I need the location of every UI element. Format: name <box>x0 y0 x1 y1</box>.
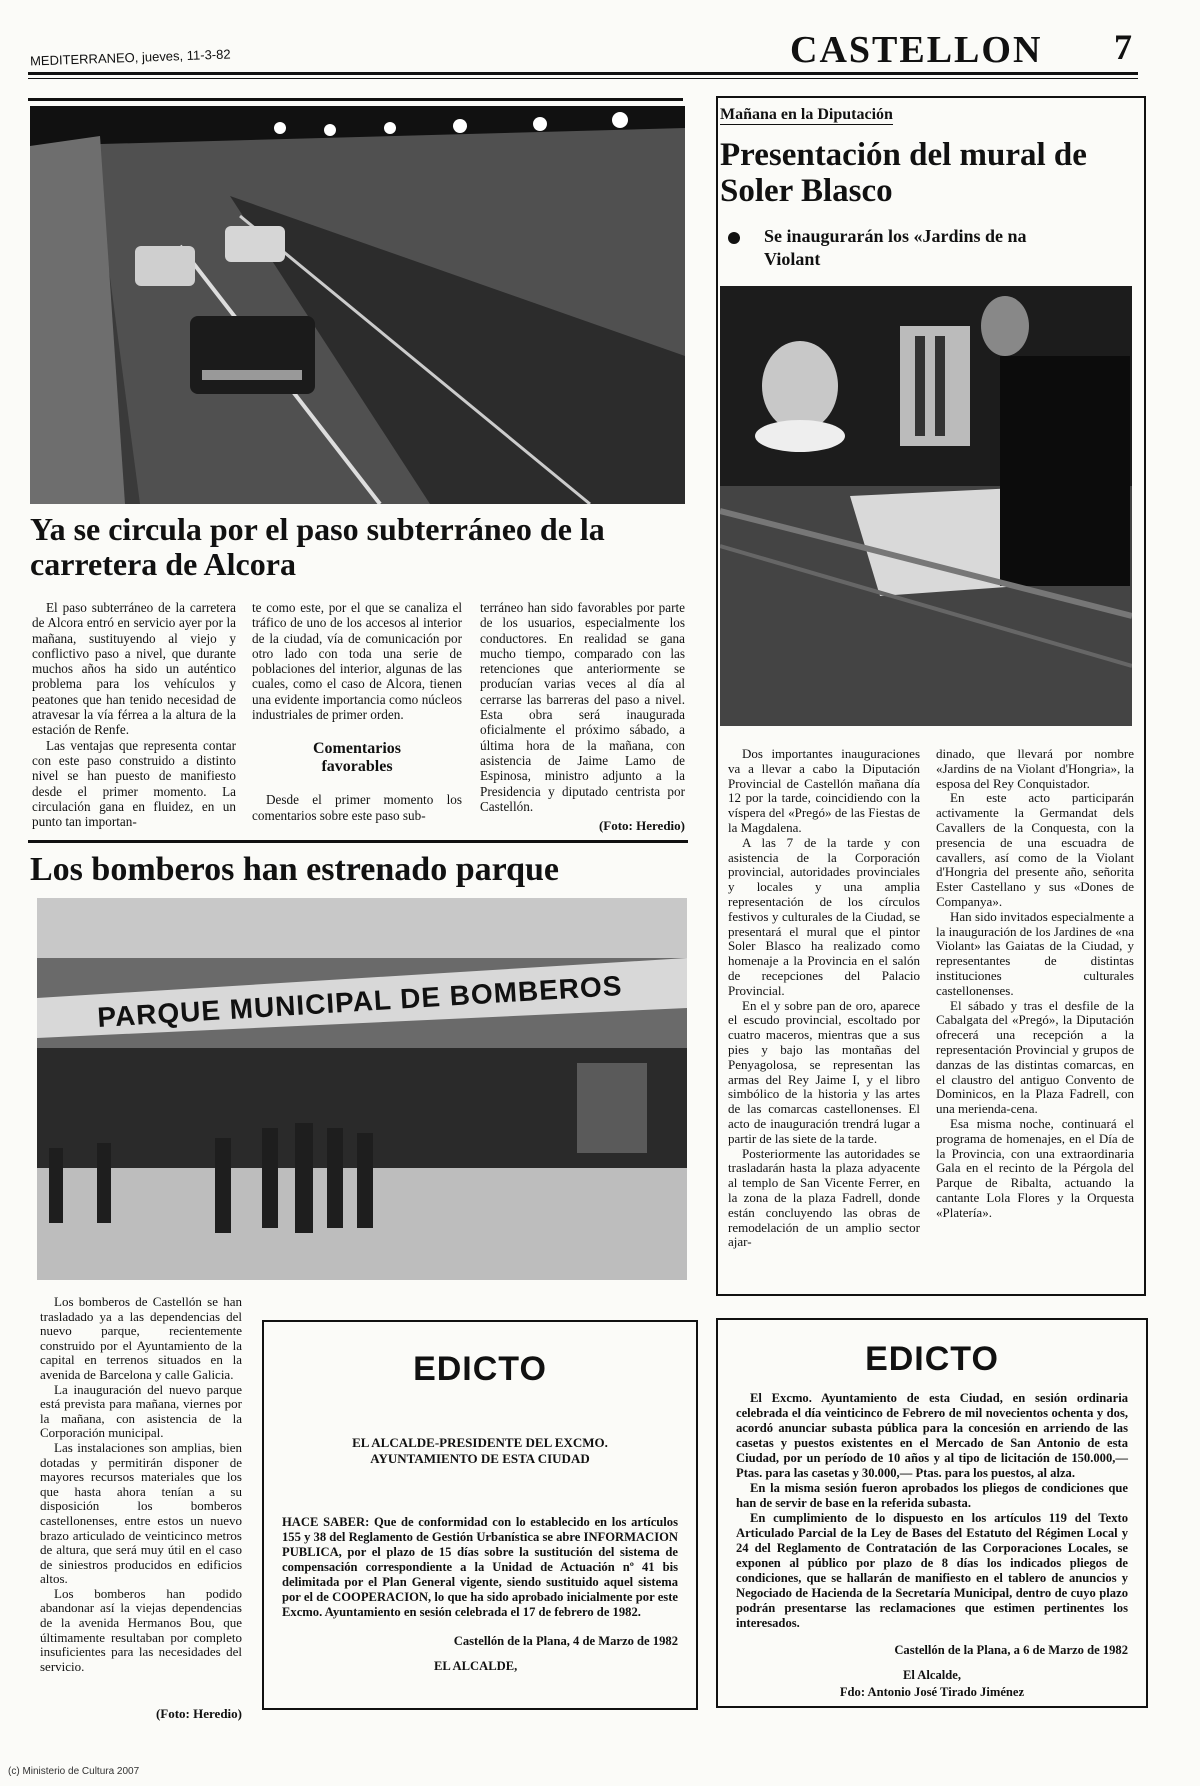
tunnel-headline: Ya se circula por el paso subterráneo de la carretera de Alcora <box>30 511 605 582</box>
edicto-date: Castellón de la Plana, 4 de Marzo de 1982 <box>453 1634 678 1648</box>
diputacion-bullet: Se inaugurarán los «Jardins de na Violant <box>764 226 1027 269</box>
diputacion-column-2 <box>936 747 1134 1221</box>
tunnel-column-3 <box>480 600 685 814</box>
article-rule <box>28 840 688 843</box>
mural-photo <box>720 286 1132 726</box>
edicto-signer: El Alcalde, <box>902 1668 962 1682</box>
edicto-title: EDICTO <box>413 1350 547 1388</box>
edicto-paragraph: En la misma sesión fueron aprobados los pliegos de condiciones que han de servir de base en la referida subasta. <box>736 1481 1128 1510</box>
tunnel-paragraph: Desde el primer momento los comentarios sobre este paso sub- <box>252 792 462 823</box>
firestation-paragraph: Las instalaciones son amplias, bien dotadas y permitirán disponer de mayores recursos materiales que los que hasta ahora tenían a su disposición los bomberos castellonenses, entre estos un nuevo brazo articulado de veinticinco metros de altura, que será muy útil en el caso de siniestros producidos en edificios altos. <box>40 1439 242 1587</box>
firestation-sign: PARQUE MUNICIPAL DE BOMBEROS <box>96 969 624 1034</box>
firestation-photo-credit: (Foto: Heredio) <box>155 1706 242 1721</box>
tunnel-paragraph: Las ventajas que representa contar con este paso construido a distinto nivel se han puesto de manifiesto desde el primer momento. La circulación gana en fluidez, en un punto tan importan- <box>32 737 236 830</box>
diputacion-paragraph: Esa misma noche, continuará el programa de homenajes, en el Día de la Provincia, con una extraordinaria Gala en el recinto de la Pérgola del Parque de Ribalta, actuando la cantante Lola Flores y la Orquesta «Platería». <box>936 1115 1134 1220</box>
edicto-paragraph: En cumplimiento de lo dispuesto en los artículos 119 del Texto Articulado Parcial de la Ley de Bases del Estatuto del Régimen Local y 24 del Reglamento de Contratación de las Corporaciones Locales, se exponen al público por plazo de 8 días los indicados pliegos de condiciones, que se hallarán de manifiesto en el tablero de anuncios y Negociado de Hacienda de la Secretaría Municipal, dentro de cuyo plazo podrán presentarse las reclamaciones que estimen pertinentes los interesados. <box>736 1511 1128 1630</box>
edicto-signer: EL ALCALDE, <box>434 1659 518 1673</box>
firestation-text <box>40 1295 242 1674</box>
firestation-paragraph: Los bomberos de Castellón se han trasladado ya a las dependencias del nuevo parque, recientemente construido por el Ayuntamiento de la capital en terrenos situados en la avenida de Barcelona y calle Galicia. <box>40 1294 242 1382</box>
firestation-paragraph: Los bomberos han podido abandonar así la viejas dependencias de la avenida Hermanos Bou, que últimamente resultaban por completo insuficientes para las necesidades del servicio. <box>40 1585 242 1674</box>
edicto-signer-name: Fdo: Antonio José Tirado Jiménez <box>839 1685 1025 1699</box>
tunnel-subhead: Comentarios favorables <box>313 740 401 776</box>
diputacion-paragraph: A las 7 de la tarde y con asistencia de la Corporación provincial, autoridades provinciales y locales y una amplia representación de los círculos festivos y culturales de la Ciudad, se presentará el mural que el pintor Soler Blasco ha realizado como homenaje a la Provincia en el salón de recepciones del Palacio Provincial. <box>728 834 920 998</box>
edicto-title: EDICTO <box>865 1340 999 1378</box>
section-title: CASTELLON <box>790 29 1043 71</box>
masthead-rule <box>28 72 1138 75</box>
article-rule <box>28 98 683 101</box>
edicto-body: HACE SABER: Que de conformidad con lo establecido en los artículos 155 y 38 del Reglamento de Gestión Urbanística se abre INFORMACION PUBLICA, por el plazo de 15 días sobre la sustitución del sistema de compensación correspondiente a la Unidad de Actuación nº 41 bis delimitada por el Plan General vigente, siendo sustituido aquel sistema por el de COOPERACION, lo que ha sido aprobado inicialmente por este Excmo. Ayuntamiento en sesión celebrada el 17 de febrero de 1982. <box>282 1515 678 1619</box>
edicto-paragraph: El Excmo. Ayuntamiento de esta Ciudad, en sesión ordinaria celebrada el día veinticinco de Febrero de mil novecientos ochenta y dos, acordó anunciar subasta pública para la concesión en arriendo de las casetas y puestos existentes en el Mercado de San Antonio de esta Ciudad, por un período de 10 años y al tipo de licitación de 150.000,— Ptas. para las casetas y 30.000,— Ptas. para los puestos, al alza. <box>736 1391 1128 1480</box>
tunnel-column-1 <box>32 600 236 829</box>
diputacion-kicker: Mañana en la Diputación <box>720 106 893 123</box>
tunnel-photo <box>30 106 685 504</box>
masthead-date: MEDITERRANEO, jueves, 11-3-82 <box>29 46 231 69</box>
diputacion-paragraph: Dos importantes inauguraciones va a llevar a cabo la Diputación Provincial de Castellón mañana día 12 por la tarde, coincidiendo con la víspera del «Pregó» de las Fiestas de la Magdalena. <box>728 746 920 835</box>
diputacion-paragraph: Han sido invitados especialmente a la inauguración de los Jardines de «na Violant» las Gaiatas de la Ciudad, y representantes de distintas instituciones culturales castellonenses. <box>936 908 1134 998</box>
diputacion-paragraph: En este acto participarán activamente la Germandat dels Cavallers de la Conquesta, con la presencia de una escuadra de cavallers, así como de la Violant d'Hongria del presente año, señorita Ester Castellano y sus «Dones de Companya». <box>936 790 1134 909</box>
edicto-box <box>262 1320 698 1710</box>
tunnel-photo-credit: (Foto: Heredio) <box>598 818 685 833</box>
edicto-heading: EL ALCALDE-PRESIDENTE DEL EXCMO. AYUNTAMIENTO DE ESTA CIUDAD <box>352 1435 608 1466</box>
tunnel-column-2 <box>252 600 462 823</box>
firestation-photo <box>37 898 687 1280</box>
diputacion-paragraph: En el y sobre pan de oro, aparece el escudo provincial, escoltado por cuatro maceros, mientras que a sus pies y bajo las montañas del Penyagolosa, se representan las armas del Rey Jaime I, y el libro simbólico de la historia y las artes de las comarcas castellonenses. El acto de inauguración trendrá lugar a partir de las siete de la tarde. <box>728 997 920 1146</box>
edicto-box <box>716 1318 1148 1708</box>
diputacion-headline: Presentación del mural de Soler Blasco <box>720 137 1087 209</box>
page-number: 7 <box>1114 27 1132 67</box>
edicto-body <box>736 1391 1128 1631</box>
copyright-notice: (c) Ministerio de Cultura 2007 <box>8 1766 140 1777</box>
diputacion-paragraph: Posteriormente las autoridades se trasladarán hasta la plaza adyacente al templo de San Vicente Ferrer, en la zona de la plaza Fadrell, donde están concluyendo las obras de remodelación de un amplio sector ajar- <box>728 1145 920 1250</box>
tunnel-paragraph: terráneo han sido favorables por parte de los usuarios, especialmente los conductores. En realidad se gana mucho tiempo, comparado con las retenciones que anteriormente se producían varias veces al día al cerrarse las barreras del paso a nivel. Esta obra será inaugurada oficialmente el próximo sábado, a última hora de la mañana, con asistencia de Jaime Lamo de Espinosa, ministro adjunto a la Presidencia y diputado centrista por Castellón. <box>480 600 685 814</box>
firestation-paragraph: La inauguración del nuevo parque está prevista para mañana, viernes por la mañana, con asistencia de la Corporación municipal. <box>40 1381 242 1441</box>
firestation-headline: Los bomberos han estrenado parque <box>30 851 559 888</box>
tunnel-paragraph: te como este, por el que se canaliza el tráfico de uno de los accesos al interior de la ciudad, vía de comunicación por otro lado con toda una serie de poblaciones del interior, algunas de las cuales, como el caso de Alcora, tienen una evidente importancia como núcleos industriales de primer orden. <box>252 600 462 723</box>
diputacion-paragraph: dinado, que llevará por nombre «Jardins de na Violant d'Hongria», la esposa del Rey Conquistador. <box>936 746 1134 791</box>
edicto-date: Castellón de la Plana, a 6 de Marzo de 1982 <box>894 1643 1128 1657</box>
masthead-rule-thin <box>28 78 1138 79</box>
diputacion-column-1 <box>728 747 920 1250</box>
bullet-icon <box>728 232 740 244</box>
tunnel-paragraph: El paso subterráneo de la carretera de Alcora entró en servicio ayer por la mañana, sustituyendo al viejo y conflictivo paso a nivel, que durante muchos años ha sido un auténtico problema para los vehículos y peatones que han tenido necesidad de atravesar la vía férrea a la altura de la estación de Renfe. <box>32 600 236 738</box>
diputacion-paragraph: El sábado y tras el desfile de la Cabalgata del «Pregó», la Diputación ofrecerá una recepción a la representación Provincial y grupos de danzas de las distintas comarcas, en el claustro del antiguo Convento de Dominicos, en la Plaza Fadrell, con una merienda-cena. <box>936 997 1134 1117</box>
